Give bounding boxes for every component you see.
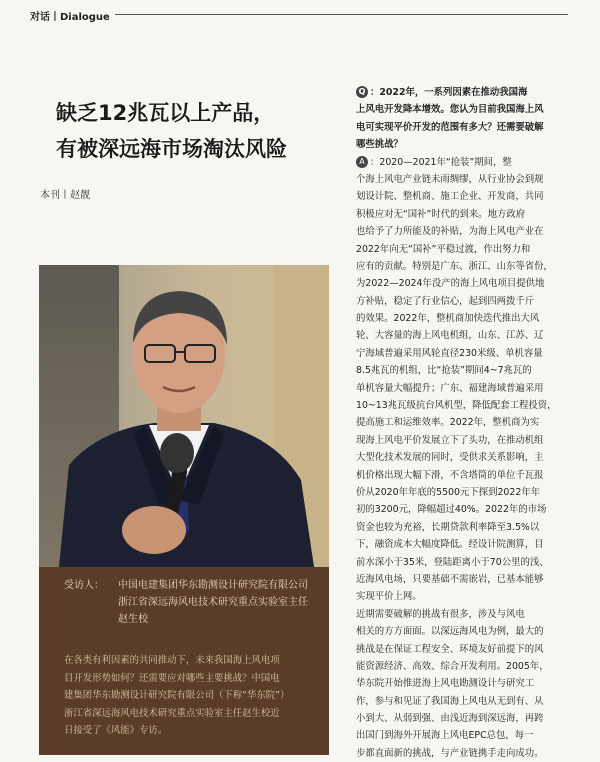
answer-line: 初的3200元，降幅超过40%。2022年的市场 <box>356 504 547 516</box>
intro-line: 日接受了《风能》专访。 <box>64 725 168 736</box>
intro-line: 目开发形势如何？还需要应对哪些主要挑战？中国电 <box>64 672 280 684</box>
interview-column <box>356 84 576 762</box>
answer-line: 轮、大容量的海上风电机组，山东、江苏、辽 <box>356 330 544 342</box>
answer-line: 2022年向无“国补”平稳过渡，作出努力和 <box>356 243 531 255</box>
answer-line: 提高施工和运维效率。2022年，整机商为实 <box>356 417 540 429</box>
intro-line: 在各类有利因素的共同推动下，未来我国海上风电项 <box>64 655 280 666</box>
article-intro <box>64 652 329 740</box>
interviewee-info <box>118 577 323 628</box>
interviewee-line: 赵生校 <box>118 614 148 625</box>
question-line: 电可实现平价开发的范围有多大？还需要破解 <box>356 121 544 133</box>
intro-line: 建集团华东勘测设计研究院有限公司（下称“华东院”） <box>64 690 290 701</box>
header-rule <box>115 14 568 15</box>
question-line: Q ：2022年，一系列因素在推动我国海 <box>356 84 576 101</box>
interviewee-line: 浙江省深远海风电技术研究重点实验室主任 <box>118 597 308 608</box>
interviewee-line: 中国电建集团华东勘测设计研究院有限公司 <box>118 580 308 591</box>
answer-line: 10~13兆瓦级抗台风机型，降低配套工程投资， <box>356 400 557 412</box>
answer-line: 8.5兆瓦的机组，比“抢装”期间4~7兆瓦的 <box>356 365 532 377</box>
answer-line: 个海上风电产业链未雨绸缪，从行业协会到规 <box>356 173 544 185</box>
answer-line: A ：2020—2021年“抢装”期间，整 <box>356 154 576 171</box>
paragraph-line: 出国门到海外开展海上风电EPC总包，每一 <box>356 730 534 742</box>
interviewee-label: 受访人： <box>64 580 104 591</box>
answer-line: 划设计院、整机商、施工企业、开发商，共同 <box>356 191 544 203</box>
article-title <box>56 95 356 167</box>
paragraph-line: 步都直面新的挑战，与产业链携手走向成功。 <box>356 747 544 759</box>
title-line-2: 有被深远海市场淘汰风险 <box>56 137 287 161</box>
paragraph-line: 华东院开始推进海上风电勘测设计与研究工 <box>356 678 535 690</box>
paragraph-line: 挑战是在保证工程安全、环境友好前提下的风 <box>356 643 544 655</box>
answer-line: 实现平价上网。 <box>356 591 422 603</box>
paragraph-line: 小到大、从弱到强、由浅近海到深远海，再跨 <box>356 713 544 725</box>
answer-line: 资金也较为充裕，长期贷款利率降至3.5%以 <box>356 521 540 533</box>
answer-line: 近海风电场，只要基础不需嵌岩，已基本能够 <box>356 573 544 585</box>
answer-line: 前水深小于35米，登陆距离小于70公里的浅、 <box>356 556 549 568</box>
paragraph-line: 相关的方方面面。以深远海风电为例，最大的 <box>356 626 544 638</box>
question-icon: Q <box>356 86 368 98</box>
answer-line: 为2022—2024年没产的海上风电项目提供地 <box>356 278 545 290</box>
answer-line: 机价格出现大幅下滑，不含塔筒的单位千瓦报 <box>356 469 544 481</box>
intro-line: 浙江省深远海风电技术研究重点实验室主任赵生校近 <box>64 707 280 719</box>
answer-line: 下，融资成本大幅度降低。经设计院测算，目 <box>356 539 544 551</box>
answer-line: 应有的贡献。特别是广东、浙江、山东等省份， <box>356 260 553 272</box>
answer-line: 也给予了力所能及的补贴，为海上风电产业在 <box>356 226 544 238</box>
answer-line: 积极应对无“国补”时代的到来。地方政府 <box>356 208 526 220</box>
title-line-1: 缺乏12兆瓦以上产品， <box>56 101 275 125</box>
interviewee-photo <box>39 265 329 567</box>
byline: 本刊丨赵靓 <box>40 190 90 201</box>
question-line: 哪些挑战？ <box>356 139 403 151</box>
paragraph-line: 能资源经济、高效、综合开发利用。2005年， <box>356 660 549 672</box>
answer-line: 方补贴，稳定了行业信心，起到四两拨千斤 <box>356 295 535 307</box>
answer-line: 现海上风电平价发展立下了头功，在推动机组 <box>356 434 544 446</box>
answer-line: 大型化技术发展的同时，受供求关系影响，主 <box>356 452 544 464</box>
section-header: 对话丨Dialogue <box>30 12 110 23</box>
answer-line: 宁海域普遍采用风轮直径230米级、单机容量 <box>356 347 543 359</box>
caption-box <box>39 567 329 755</box>
question-line: 上风电开发降本增效。您认为目前我国海上风 <box>356 104 544 116</box>
paragraph-line: 近期需要破解的挑战有很多，涉及与风电 <box>356 608 525 620</box>
answer-icon: A <box>356 156 368 168</box>
paragraph-line: 作，参与和见证了我国海上风电从无到有、从 <box>356 695 544 707</box>
answer-line: 价从2020年年底的5500元下探到2022年年 <box>356 486 541 498</box>
portrait-illustration <box>39 265 329 567</box>
answer-line: 的效果。2022年，整机商加快迭代推出大风 <box>356 313 540 325</box>
answer-line: 单机容量大幅提升；广东、福建海域普遍采用 <box>356 382 544 394</box>
